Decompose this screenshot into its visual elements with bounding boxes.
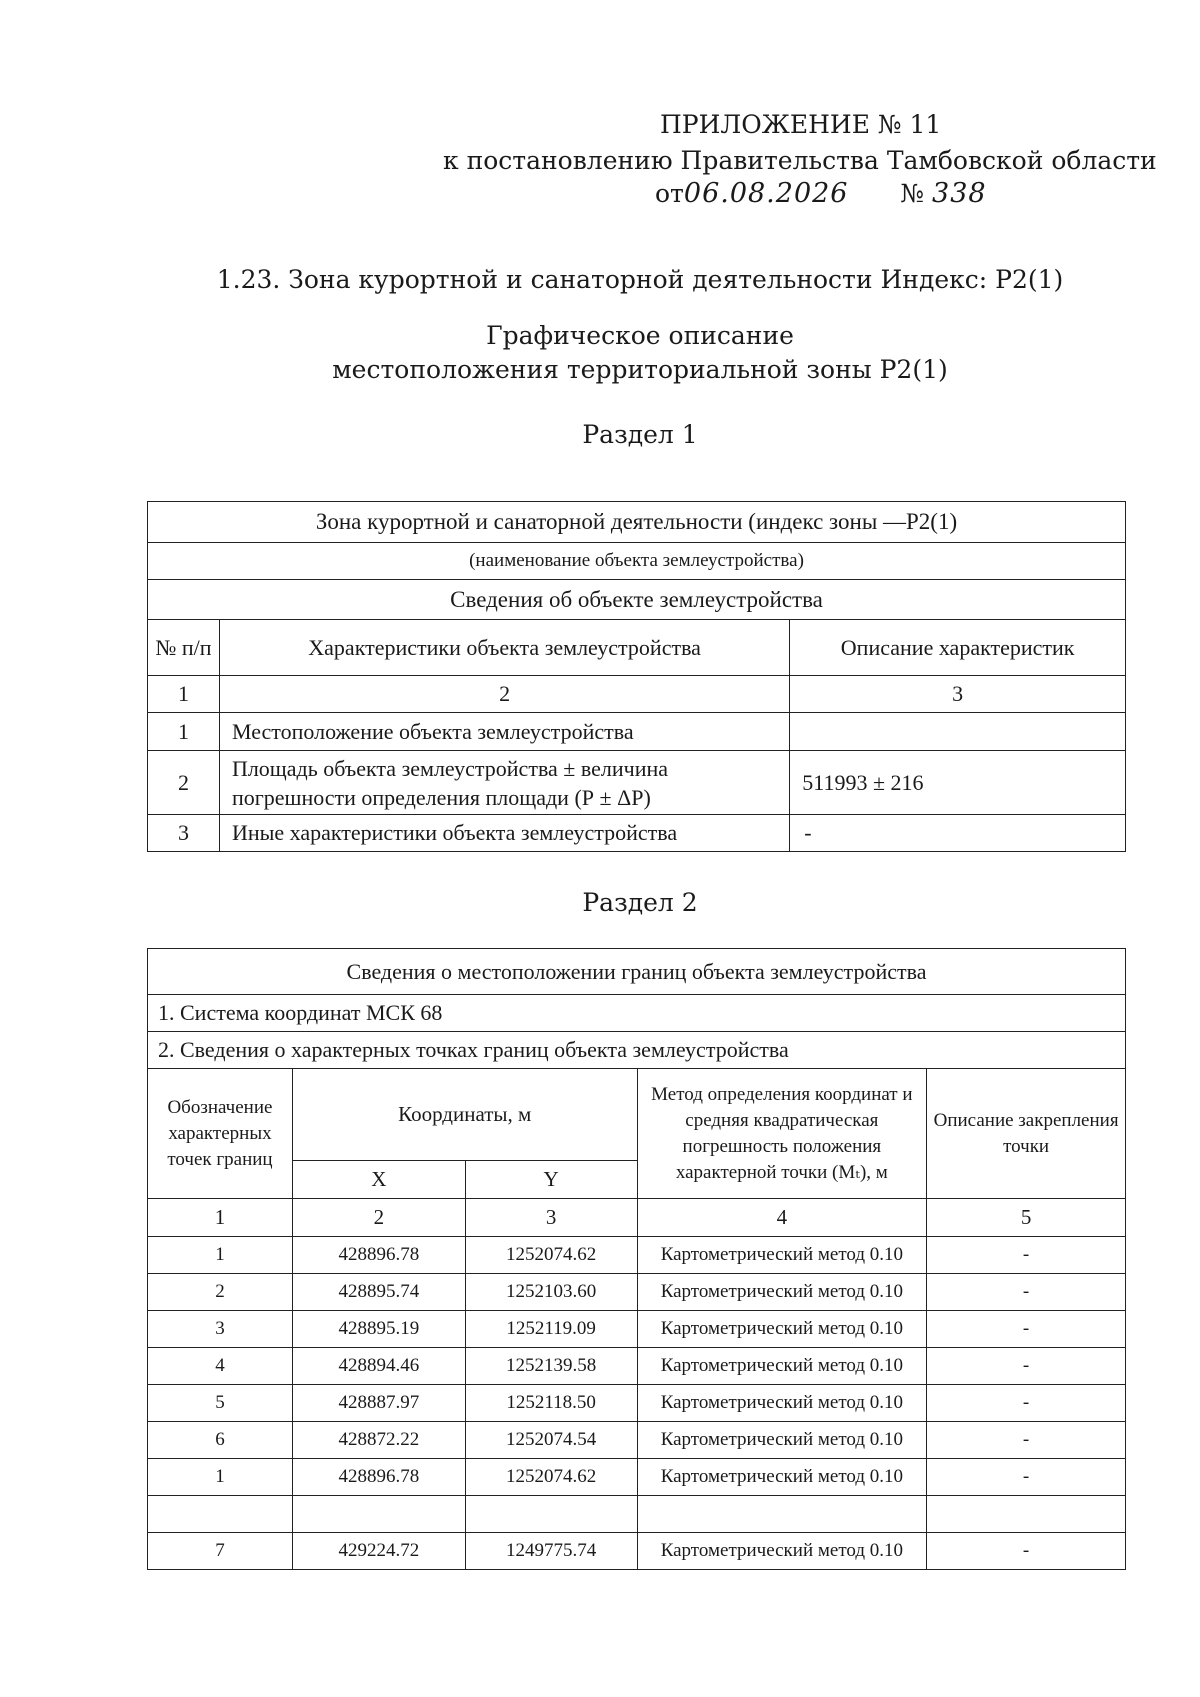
col-num-cell: 2 xyxy=(292,1199,465,1237)
resolution-reference: к постановлению Правительства Тамбовской области xyxy=(443,146,1157,175)
fix-cell: - xyxy=(927,1385,1126,1422)
graphic-title-2: местоположения территориальной зоны Р2(1) xyxy=(332,355,948,384)
method-cell: Картометрический метод 0.10 xyxy=(637,1237,927,1274)
handwritten-date: 06.08.2026 xyxy=(683,178,849,209)
row-desc: 511993 ± 216 xyxy=(790,751,1126,815)
y-cell: 1252074.62 xyxy=(465,1237,637,1274)
method-cell: Картометрический метод 0.10 xyxy=(637,1459,927,1496)
col-y-header: Y xyxy=(465,1161,637,1199)
row-no: 3 xyxy=(148,815,220,852)
point-cell: 3 xyxy=(148,1311,293,1348)
x-cell: 428896.78 xyxy=(292,1459,465,1496)
method-cell: Картометрический метод 0.10 xyxy=(637,1385,927,1422)
section2-label: Раздел 2 xyxy=(582,888,698,917)
table-row xyxy=(148,713,1126,751)
object-caption-cell: (наименование объекта землеустройства) xyxy=(148,543,1126,580)
method-cell xyxy=(637,1496,927,1533)
col-method-header: Метод определения координат и средняя квадратическая погрешность положения характерной точки (Mₜ), м xyxy=(637,1069,927,1199)
row-desc xyxy=(790,713,1126,751)
fix-cell xyxy=(927,1496,1126,1533)
method-cell: Картометрический метод 0.10 xyxy=(637,1274,927,1311)
col-point-header: Обозначение характерных точек границ xyxy=(148,1069,293,1199)
method-cell: Картометрический метод 0.10 xyxy=(637,1348,927,1385)
section1-label: Раздел 1 xyxy=(582,420,698,449)
x-cell: 428895.74 xyxy=(292,1274,465,1311)
method-cell: Картометрический метод 0.10 xyxy=(637,1422,927,1459)
row-char: Площадь объекта землеустройства ± величина погрешности определения площади (Р ± ΔР) xyxy=(219,751,789,815)
y-cell: 1252119.09 xyxy=(465,1311,637,1348)
graphic-title-1: Графическое описание xyxy=(486,321,794,350)
handwritten-number: 338 xyxy=(932,178,987,209)
date-prefix: от xyxy=(655,179,684,208)
section2-header-cell: Сведения о местоположении границ объекта землеустройства xyxy=(148,949,1126,995)
col-num-cell: 4 xyxy=(637,1199,927,1237)
y-cell xyxy=(465,1496,637,1533)
point-cell xyxy=(148,1496,293,1533)
x-cell: 428896.78 xyxy=(292,1237,465,1274)
fix-cell: - xyxy=(927,1422,1126,1459)
col-char-header: Характеристики объекта землеустройства xyxy=(219,620,789,676)
col-x-header: X xyxy=(292,1161,465,1199)
section2-table xyxy=(147,948,1126,1570)
point-cell: 6 xyxy=(148,1422,293,1459)
x-cell: 428887.97 xyxy=(292,1385,465,1422)
col-num-cell: 5 xyxy=(927,1199,1126,1237)
col-num-cell: 1 xyxy=(148,1199,293,1237)
y-cell: 1252118.50 xyxy=(465,1385,637,1422)
point-cell: 1 xyxy=(148,1237,293,1274)
fix-cell: - xyxy=(927,1237,1126,1274)
appendix-number: ПРИЛОЖЕНИЕ № 11 xyxy=(660,110,942,139)
table-row xyxy=(148,1496,1126,1533)
table-row xyxy=(148,1311,1126,1348)
col-num-cell: 2 xyxy=(219,676,789,713)
table-row xyxy=(148,1348,1126,1385)
row-char: Иные характеристики объекта землеустройства xyxy=(219,815,789,852)
resolution-date-line xyxy=(655,178,987,209)
table-row xyxy=(148,1274,1126,1311)
fix-cell: - xyxy=(927,1459,1126,1496)
y-cell: 1252074.54 xyxy=(465,1422,637,1459)
y-cell: 1252103.60 xyxy=(465,1274,637,1311)
point-cell: 4 xyxy=(148,1348,293,1385)
x-cell: 428895.19 xyxy=(292,1311,465,1348)
points-header-cell: 2. Сведения о характерных точках границ объекта землеустройства xyxy=(148,1032,1126,1069)
fix-cell: - xyxy=(927,1311,1126,1348)
row-desc: - xyxy=(790,815,1126,852)
col-num-cell: 3 xyxy=(465,1199,637,1237)
table-row xyxy=(148,1237,1126,1274)
y-cell: 1252074.62 xyxy=(465,1459,637,1496)
y-cell: 1249775.74 xyxy=(465,1533,637,1570)
x-cell: 429224.72 xyxy=(292,1533,465,1570)
table-row xyxy=(148,815,1126,852)
point-cell: 7 xyxy=(148,1533,293,1570)
method-cell: Картометрический метод 0.10 xyxy=(637,1533,927,1570)
info-header-cell: Сведения об объекте землеустройства xyxy=(148,580,1126,620)
point-cell: 5 xyxy=(148,1385,293,1422)
zone-name-cell: Зона курортной и санаторной деятельности (индекс зоны —Р2(1) xyxy=(148,502,1126,543)
fix-cell: - xyxy=(927,1348,1126,1385)
table-row xyxy=(148,751,1126,815)
point-cell: 2 xyxy=(148,1274,293,1311)
table-row xyxy=(148,1385,1126,1422)
row-no: 1 xyxy=(148,713,220,751)
fix-cell: - xyxy=(927,1533,1126,1570)
col-num-cell: 3 xyxy=(790,676,1126,713)
x-cell: 428894.46 xyxy=(292,1348,465,1385)
table-row xyxy=(148,1533,1126,1570)
row-char: Местоположение объекта землеустройства xyxy=(219,713,789,751)
y-cell: 1252139.58 xyxy=(465,1348,637,1385)
section-title: 1.23. Зона курортной и санаторной деятельности Индекс: Р2(1) xyxy=(216,265,1064,294)
method-cell: Картометрический метод 0.10 xyxy=(637,1311,927,1348)
table-row xyxy=(148,1422,1126,1459)
x-cell: 428872.22 xyxy=(292,1422,465,1459)
coord-system-cell: 1. Система координат МСК 68 xyxy=(148,995,1126,1032)
row-no: 2 xyxy=(148,751,220,815)
x-cell xyxy=(292,1496,465,1533)
col-desc-header: Описание характеристик xyxy=(790,620,1126,676)
number-prefix: № xyxy=(900,179,925,208)
col-num-cell: 1 xyxy=(148,676,220,713)
fix-cell: - xyxy=(927,1274,1126,1311)
table-row xyxy=(148,1459,1126,1496)
point-cell: 1 xyxy=(148,1459,293,1496)
col-fix-header: Описание закрепления точки xyxy=(927,1069,1126,1199)
col-no-header: № п/п xyxy=(148,620,220,676)
section1-table xyxy=(147,501,1126,852)
col-coords-header: Координаты, м xyxy=(292,1069,637,1161)
